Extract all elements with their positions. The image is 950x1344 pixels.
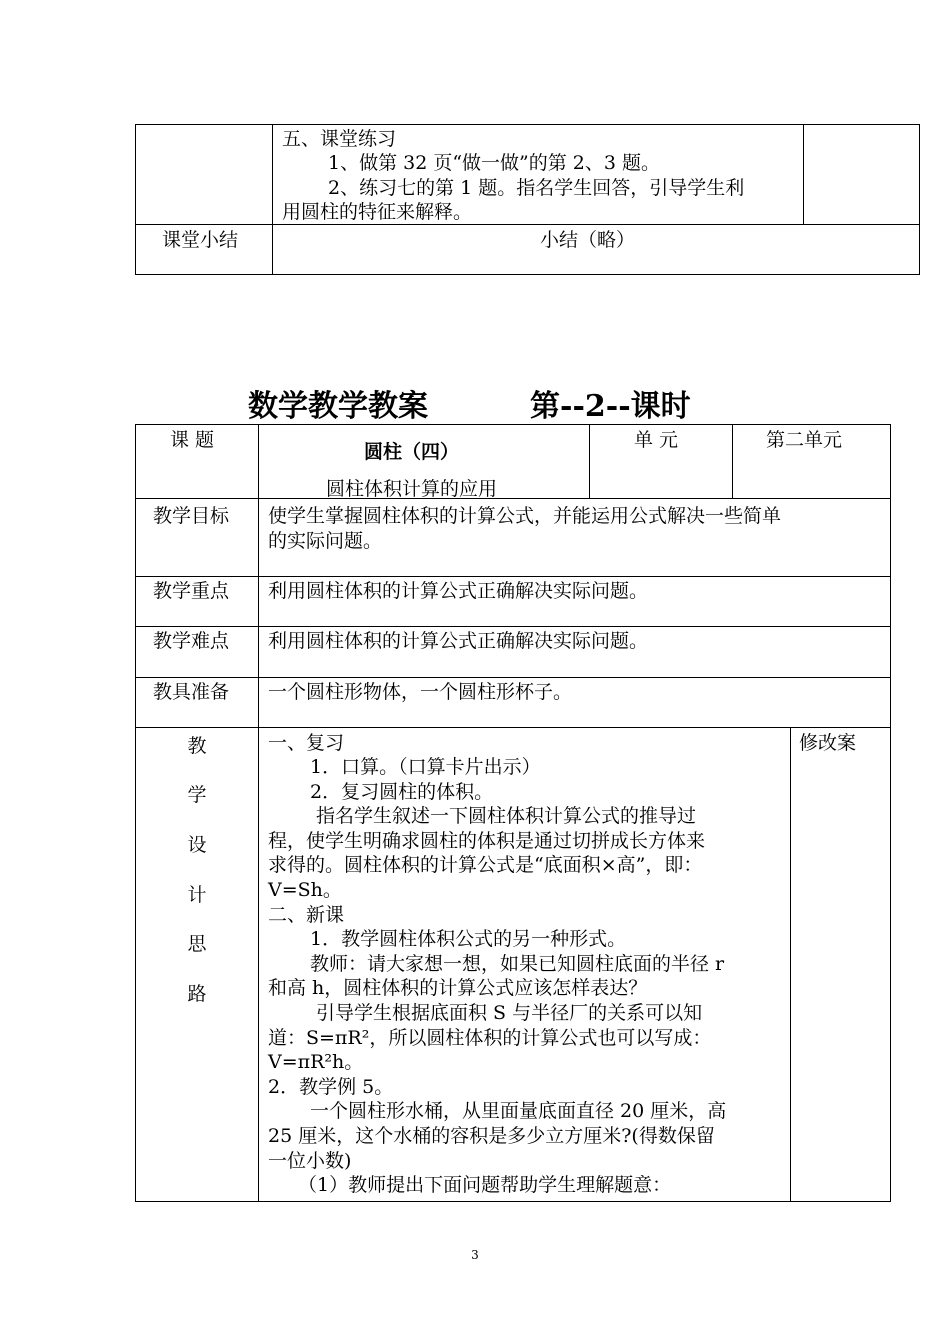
lesson-period: 第--2--课时 bbox=[530, 389, 691, 424]
design-line: 指名学生叙述一下圆柱体积计算公式的推导过 bbox=[316, 805, 697, 827]
design-line: 程，使学生明确求圆柱的体积是通过切拼成长方体来 bbox=[268, 830, 706, 852]
design-label-char: 教 bbox=[187, 735, 207, 757]
design-line: V=Sh。 bbox=[268, 879, 342, 901]
design-line: 和高 h，圆柱体积的计算公式应该怎样表达？ bbox=[268, 977, 648, 999]
design-label-char: 路 bbox=[187, 983, 207, 1005]
design-line: 一、复习 bbox=[268, 732, 345, 754]
design-line: V=πR²h。 bbox=[268, 1051, 364, 1073]
tools-label: 教具准备 bbox=[153, 681, 230, 703]
page-number: 3 bbox=[471, 1248, 479, 1262]
revision-label: 修改案 bbox=[799, 732, 857, 754]
design-line: 求得的。圆柱体积的计算公式是“底面积×高”，即： bbox=[268, 854, 703, 876]
unit-label: 单 元 bbox=[634, 429, 679, 451]
design-line: 道：S=πR²，所以圆柱体积的计算公式也可以写成： bbox=[268, 1027, 712, 1049]
design-line: 2．教学例 5。 bbox=[268, 1076, 394, 1098]
practice-line-3: 用圆柱的特征来解释。 bbox=[282, 201, 473, 223]
design-label-char: 思 bbox=[187, 933, 207, 955]
design-line: 二、新课 bbox=[268, 904, 345, 926]
design-line: 一位小数) bbox=[268, 1150, 352, 1172]
topic-label: 课 题 bbox=[170, 429, 215, 451]
design-line: 2．复习圆柱的体积。 bbox=[310, 781, 494, 803]
goal-line-1: 使学生掌握圆柱体积的计算公式，并能运用公式解决一些简单 bbox=[268, 505, 782, 527]
design-line: 25 厘米，这个水桶的容积是多少立方厘米?(得数保留 bbox=[268, 1125, 715, 1147]
design-label-char: 学 bbox=[187, 784, 207, 806]
tools-text: 一个圆柱形物体，一个圆柱形杯子。 bbox=[268, 681, 573, 703]
topic-subtitle: 圆柱体积计算的应用 bbox=[326, 478, 498, 500]
key-text: 利用圆柱体积的计算公式正确解决实际问题。 bbox=[268, 580, 649, 602]
design-line: 教师：请大家想一想，如果已知圆柱底面的半径 r bbox=[310, 953, 725, 975]
goal-label: 教学目标 bbox=[153, 505, 230, 527]
document-title: 数学教学教案 bbox=[248, 389, 428, 424]
design-line: 1．口算。（口算卡片出示） bbox=[310, 756, 541, 778]
design-line: 引导学生根据底面积 S 与半径厂的关系可以知 bbox=[316, 1002, 703, 1024]
practice-line-2: 2、练习七的第 1 题。指名学生回答，引导学生利 bbox=[328, 177, 745, 199]
design-line: （1）教师提出下面问题帮助学生理解题意： bbox=[298, 1174, 672, 1196]
design-label-char: 计 bbox=[187, 884, 207, 906]
difficulty-text: 利用圆柱体积的计算公式正确解决实际问题。 bbox=[268, 630, 649, 652]
design-line: 一个圆柱形水桶，从里面量底面直径 20 厘米，高 bbox=[310, 1100, 727, 1122]
topic-title: 圆柱（四） bbox=[364, 441, 460, 463]
key-label: 教学重点 bbox=[153, 580, 230, 602]
difficulty-label: 教学难点 bbox=[153, 630, 230, 652]
unit-value: 第二单元 bbox=[766, 429, 843, 451]
practice-line-1: 1、做第 32 页“做一做”的第 2、3 题。 bbox=[328, 152, 661, 174]
goal-line-2: 的实际问题。 bbox=[268, 530, 383, 552]
design-label-char: 设 bbox=[187, 834, 207, 856]
practice-heading: 五、课堂练习 bbox=[282, 128, 397, 150]
design-line: 1．教学圆柱体积公式的另一种形式。 bbox=[310, 928, 627, 950]
summary-label: 课堂小结 bbox=[162, 229, 239, 251]
summary-content: 小结（略） bbox=[540, 229, 636, 251]
